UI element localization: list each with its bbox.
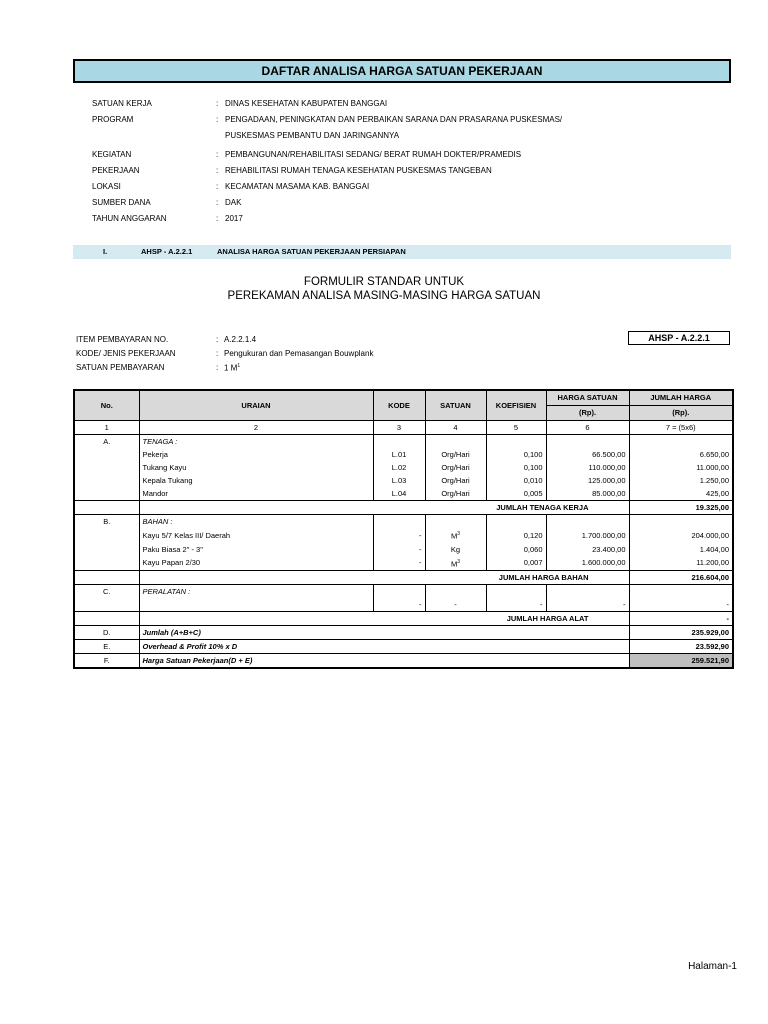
section-band xyxy=(73,245,731,259)
header-uraian: URAIAN xyxy=(139,390,373,421)
info-label: LOKASI xyxy=(92,182,121,191)
info-label: KEGIATAN xyxy=(92,150,132,159)
info-value: KECAMATAN MASAMA KAB. BANGGAI xyxy=(225,182,370,191)
info-value: 2017 xyxy=(225,214,243,223)
header-koefisien: KOEFISIEN xyxy=(486,390,546,421)
page-number: Halaman-1 xyxy=(688,961,737,972)
group-letter: B. xyxy=(74,515,139,529)
group-title: BAHAN : xyxy=(139,515,373,529)
header-jumlah-unit: (Rp). xyxy=(629,406,733,421)
subtotal-row xyxy=(74,501,733,515)
analysis-table xyxy=(73,389,734,669)
info-value: REHABILITASI RUMAH TENAGA KESEHATAN PUSKESMAS TANGEBAN xyxy=(225,166,492,175)
info-value: PEMBANGUNAN/REHABILITASI SEDANG/ BERAT RUMAH DOKTER/PRAMEDIS xyxy=(225,150,522,159)
item-label: SATUAN PEMBAYARAN xyxy=(76,363,165,372)
info-label: SATUAN KERJA xyxy=(92,99,152,108)
form-title-line1: FORMULIR STANDAR UNTUK xyxy=(303,276,465,288)
info-value: PUSKESMAS PEMBANTU DAN JARINGANNYA xyxy=(225,131,400,140)
ahsp-code-box: AHSP - A.2.2.1 xyxy=(628,331,730,345)
info-value: DAK xyxy=(225,198,242,207)
table-row: Tukang Kayu L.02 Org/Hari 0,100 110.000,00 11.000,00 xyxy=(74,461,733,474)
item-value: A.2.2.1.4 xyxy=(224,335,257,344)
table-header-row xyxy=(74,390,733,406)
form-title-line2: PEREKAMAN ANALISA MASING-MASING HARGA SATUAN xyxy=(227,290,541,302)
subtotal-label: JUMLAH HARGA ALAT xyxy=(139,612,629,626)
header-jumlah-harga: JUMLAH HARGA xyxy=(629,390,733,406)
summary-row-f: F. Harga Satuan Pekerjaan(D + E) 259.521,90 xyxy=(74,654,733,669)
subtotal-row xyxy=(74,612,733,626)
subtotal-value: - xyxy=(629,612,733,626)
group-letter: C. xyxy=(74,585,139,599)
subtotal-value: 19.325,00 xyxy=(629,501,733,515)
header-harga-satuan: HARGA SATUAN xyxy=(546,390,629,406)
column-number-row: 1 2 3 4 5 6 7 = (5x6) xyxy=(74,421,733,435)
page-title: DAFTAR ANALISA HARGA SATUAN PEKERJAAN xyxy=(73,59,731,83)
item-value: 1 $M^1$ xyxy=(224,363,241,373)
grand-total: 259.521,90 xyxy=(629,654,733,669)
subtotal-label: JUMLAH TENAGA KERJA xyxy=(139,501,629,515)
header-satuan: SATUAN xyxy=(425,390,486,421)
info-label: TAHUN ANGGARAN xyxy=(92,214,167,223)
table-row: Kayu 5/7 Kelas III/ Daerah - $M^3$ 0,120 1.700.000,00 204.000,00 xyxy=(74,528,733,543)
item-label: ITEM PEMBAYARAN NO. xyxy=(76,335,169,344)
group-title: PERALATAN : xyxy=(139,585,373,599)
header-kode: KODE xyxy=(373,390,425,421)
item-value: Pengukuran dan Pemasangan Bouwplank xyxy=(224,349,374,358)
header-harga-unit: (Rp). xyxy=(546,406,629,421)
table-row: Mandor L.04 Org/Hari 0,005 85.000,00 425,00 xyxy=(74,487,733,501)
group-letter: A. xyxy=(74,435,139,449)
info-value: PENGADAAN, PENINGKATAN DAN PERBAIKAN SARANA DAN PRASARANA PUSKESMAS/ xyxy=(225,115,563,124)
subtotal-label: JUMLAH HARGA BAHAN xyxy=(139,571,629,585)
table-row: - - - - - xyxy=(74,598,733,612)
section-title: ANALISA HARGA SATUAN PEKERJAAN PERSIAPAN xyxy=(217,247,406,256)
subtotal-value: 216.604,00 xyxy=(629,571,733,585)
group-title: TENAGA : xyxy=(139,435,373,449)
table-row xyxy=(74,585,733,599)
item-label: KODE/ JENIS PEKERJAAN xyxy=(76,349,176,358)
table-row: Paku Biasa 2" - 3" - Kg 0,060 23.400,00 1.404,00 xyxy=(74,543,733,556)
table-row xyxy=(74,435,733,449)
summary-row-d: D. Jumlah (A+B+C) 235.929,00 xyxy=(74,626,733,640)
info-value: DINAS KESEHATAN KABUPATEN BANGGAI xyxy=(225,99,388,108)
summary-row-e: E. Overhead & Profit 10% x D 23.592,90 xyxy=(74,640,733,654)
info-label: PROGRAM xyxy=(92,115,134,124)
info-label: PEKERJAAN xyxy=(92,166,140,175)
info-label: SUMBER DANA xyxy=(92,198,151,207)
subtotal-row xyxy=(74,571,733,585)
table-row xyxy=(74,515,733,529)
header-no: No. xyxy=(74,390,139,421)
section-number: I. xyxy=(103,247,108,256)
table-row: Kayu Papan 2/30 - $M^3$ 0,007 1.600.000,00 11.200,00 xyxy=(74,556,733,571)
table-row: Kepala Tukang L.03 Org/Hari 0,010 125.000,00 1.250,00 xyxy=(74,474,733,487)
section-code: AHSP - A.2.2.1 xyxy=(141,247,193,256)
table-row: Pekerja L.01 Org/Hari 0,100 66.500,00 6.650,00 xyxy=(74,448,733,461)
